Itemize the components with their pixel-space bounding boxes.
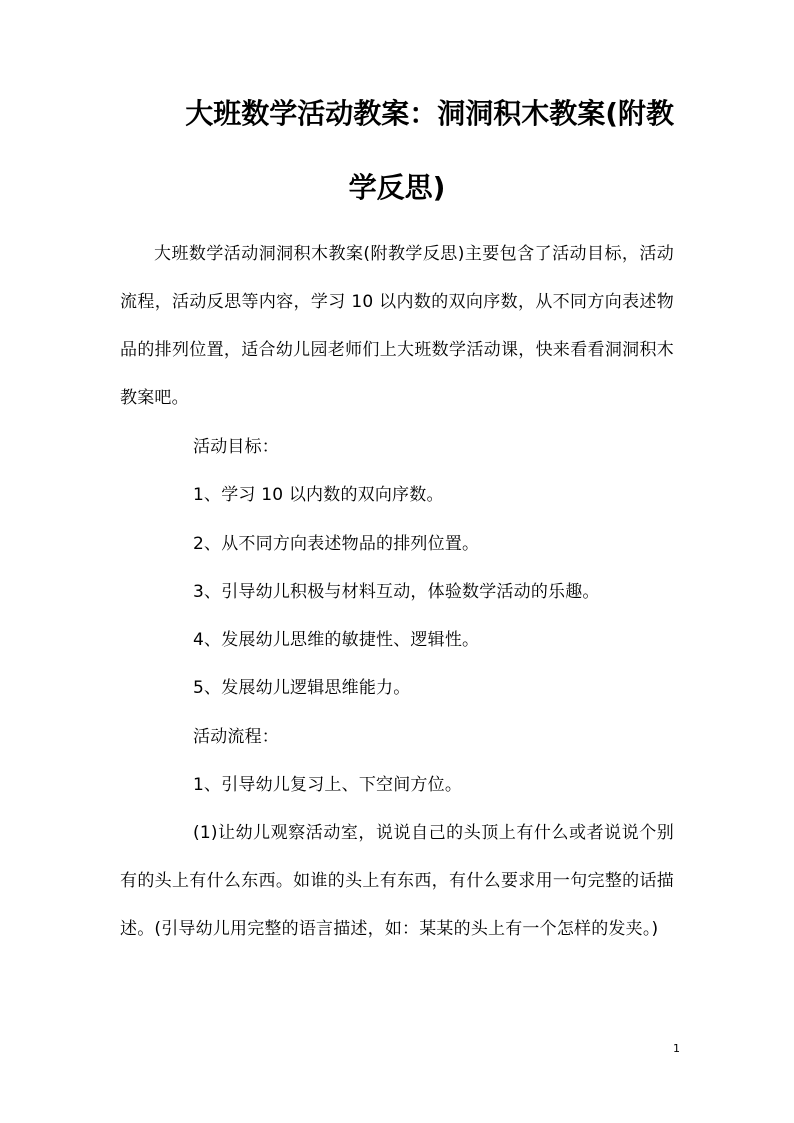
flow-step-1: 1、引导幼儿复习上、下空间方位。 <box>193 775 463 795</box>
intro-paragraph: 大班数学活动洞洞积木教案(附教学反思)主要包含了活动目标，活动流程，活动反思等内容，学习 10 以内数的双向序数，从不同方向表述物品的排列位置，适合幼儿园老师们上大班数学活动课，快来看看洞洞积木教案吧。 <box>120 244 674 408</box>
objective-item-2: 2、从不同方向表述物品的排列位置。 <box>193 534 480 554</box>
objective-item-3: 3、引导幼儿积极与材料互动，体验数学活动的乐趣。 <box>193 582 600 602</box>
objective-item-4: 4、发展幼儿思维的敏捷性、逻辑性。 <box>193 630 480 650</box>
objective-item-5: 5、发展幼儿逻辑思维能力。 <box>193 678 411 698</box>
page-number: 1 <box>673 1042 680 1055</box>
flow-step-1-detail: (1)让幼儿观察活动室，说说自己的头顶上有什么或者说说个别有的头上有什么东西。如谁的头上有东西，有什么要求用一句完整的话描述。(引导幼儿用完整的语言描述，如：某某的头上有一个怎样的发夹。) <box>120 823 674 939</box>
document-title-line-2: 学反思) <box>348 171 446 204</box>
document-title-line-1: 大班数学活动教案：洞洞积木教案(附教 <box>185 97 674 130</box>
objectives-heading: 活动目标： <box>193 437 279 457</box>
flow-heading: 活动流程： <box>193 727 279 747</box>
objective-item-1: 1、学习 10 以内数的双向序数。 <box>193 485 444 505</box>
